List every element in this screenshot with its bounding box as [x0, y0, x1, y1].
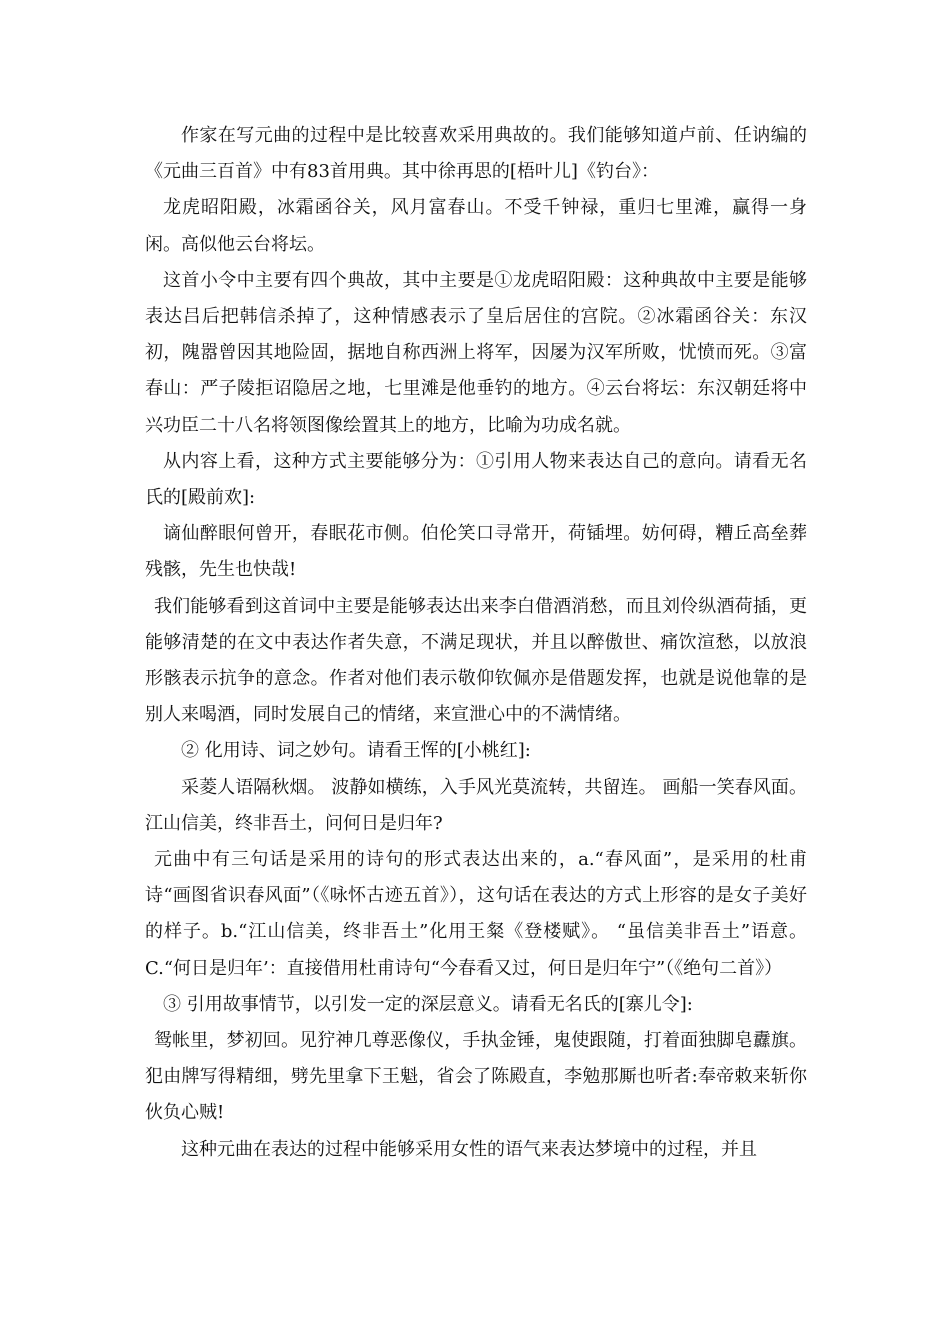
document-body [145, 118, 807, 1168]
paragraph-poem-dianqianhuan: 谪仙醉眼何曾开，春眠花市侧。伯伦笑口寻常开，荷锸埋。妨何碍，糟丘高垒葬残骸，先生也快哉! [145, 523, 807, 581]
paragraph-allusion-analysis: 这首小令中主要有四个典故，其中主要是①龙虎昭阳殿：这种典故中主要是能够表达吕后把韩信杀掉了，这种情感表示了皇后居住的宫院。②冰霜函谷关：东汉初，隗嚣曾因其地险固，据地自称西洲上将军，因屡为汉军所败，忧愤而死。③富春山：严子陵拒诏隐居之地，七里滩是他垂钓的地方。④云台将坛：东汉朝廷将中兴功臣二十八名将领图像绘置其上的地方，比喻为功成名就。 [145, 269, 807, 436]
paragraph-poem-lines-analysis: 元曲中有三句话是采用的诗句的形式表达出来的，a.“春风面”，是采用的杜甫诗“画图省识春风面”（《咏怀古迹五首》），这句话在表达的方式上形容的是女子美好的样子。b.“江山信美，终非吾土”化用王粲《登楼赋》。 “虽信美非吾土”语意。C.“何日是归年’：直接借用杜甫诗句“今春看又过，何日是归年宁”（《绝句二首》） [145, 849, 807, 979]
paragraph-method-two: ② 化用诗、词之妙句。请看王恽的[小桃红]: [181, 740, 531, 762]
paragraph-method-three: ③ 引用故事情节，以引发一定的深层意义。请看无名氏的[寨儿令]: [163, 993, 693, 1015]
paragraph-poem-diaotai: 龙虎昭阳殿，冰霜函谷关，风月富春山。不受千钟禄，重归七里滩，赢得一身闲。高似他云台将坛。 [145, 197, 807, 255]
paragraph-content-classification: 从内容上看，这种方式主要能够分为：①引用人物来表达自己的意向。请看无名氏的[殿前欢]: [145, 450, 807, 509]
paragraph-poem-zhaierling: 鸳帐里，梦初回。见狞神几尊恶像仪，手执金锤，鬼使跟随，打着面独脚皂纛旗。犯由牌写得精细，劈先里拿下王魁，省会了陈殿直，李勉那厮也听者:奉帝敕来斩你伙负心贼! [145, 1030, 807, 1124]
paragraph-closing: 这种元曲在表达的过程中能够采用女性的语气来表达梦境中的过程，并且 [181, 1138, 757, 1160]
paragraph-intro: 作家在写元曲的过程中是比较喜欢采用典故的。我们能够知道卢前、任讷编的《元曲三百首》中有83首用典。其中徐再思的[梧叶儿]《钓台》： [145, 125, 807, 183]
paragraph-poem-analysis: 我们能够看到这首词中主要是能够表达出来李白借酒消愁，而且刘伶纵酒荷插，更能够清楚的在文中表达作者失意，不满足现状，并且以醉傲世、痛饮渲愁，以放浪形骸表示抗争的意念。作者对他们表示敬仰钦佩亦是借题发挥，也就是说他靠的是别人来喝酒，同时发展自己的情绪，来宣泄心中的不满情绪。 [145, 595, 807, 726]
paragraph-poem-xiaotaohong: 采菱人语隔秋烟。 波静如横练，入手风光莫流转，共留连。 画船一笑春风面。 江山信美，终非吾土，问何日是归年? [145, 776, 807, 834]
